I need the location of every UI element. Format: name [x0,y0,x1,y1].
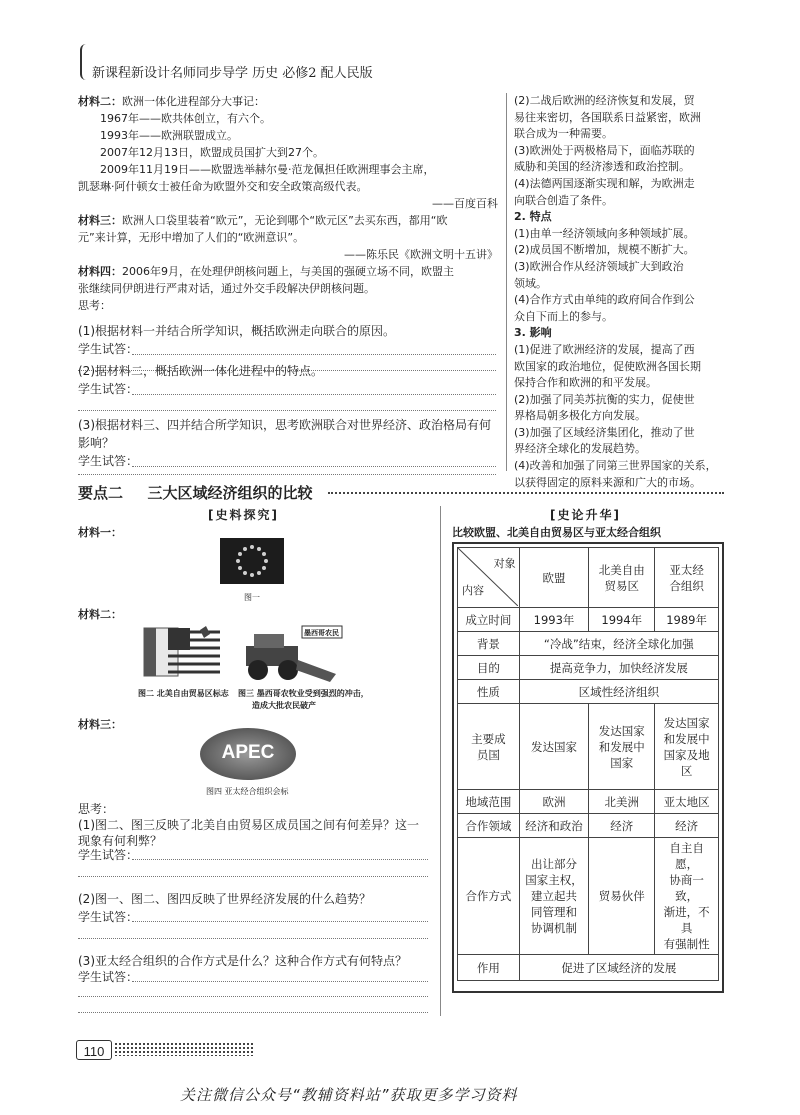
cell-region-eu: 欧洲 [519,790,589,814]
summary-line: (2)二战后欧洲的经济恢复和发展，贸 [514,94,695,107]
figure-3-caption: 图三 墨西哥农牧业受到强烈的冲击， [238,689,369,698]
feature-line: 众自下而上的参与。 [514,309,613,323]
event-item: 2007年12月13日，欧盟成员国扩大到27个。 [100,146,324,159]
summary-line: 易往来密切，各国联系日益紧密，欧洲 [514,110,701,124]
question-2: (2)据材料二，概括欧洲一体化进程中的特点。 [78,364,323,378]
cell-founded-apec: 1989年 [655,608,719,632]
answer-line[interactable] [132,354,496,355]
summary-line: 威胁和美国的经济渗透和政治控制。 [514,160,690,174]
event-item: 2009年11月19日——欧盟选举赫尔曼·范龙佩担任欧洲理事会主席， [100,163,435,176]
impact-line: 界经济全球化的发展趋势。 [514,442,646,456]
impact-line: (4)改善和加强了同第三世界国家的关系， [514,459,717,473]
answer-line[interactable] [78,1012,428,1013]
cell-members-eu: 发达国家 [519,704,589,790]
cell-region-apec: 亚太地区 [655,790,719,814]
column-divider [440,506,441,1016]
impact-line: 欧国家的政治地位，促使欧洲各国长期 [514,359,701,373]
summary-line: 向联合创造了条件。 [514,193,613,207]
col-header-eu: 欧盟 [519,548,589,608]
answer-line[interactable] [78,876,428,877]
material-three-label: 材料三： [78,718,122,731]
summary-line: (3)欧洲处于两极格局下，面临苏联的 [514,143,695,157]
cell-region-nafta: 北美洲 [589,790,655,814]
cell-members-nafta: 发达国家 和发展中 国家 [589,704,655,790]
row-label-background: 背景 [458,632,520,656]
answer-line[interactable] [132,921,428,922]
answer-line[interactable] [132,859,428,860]
page-number-box [76,1040,112,1060]
row-label-mode: 合作方式 [458,838,520,955]
material-explore-header: [史料探究] [208,508,279,522]
question-3-cont: 影响？ [78,436,115,450]
answer-label: 学生试答： [78,848,139,862]
row-label-field: 合作领域 [458,814,520,838]
apec-logo [200,728,296,780]
cell-field-nafta: 经济 [589,814,655,838]
table-title: 比较欧盟、北美自由贸易区与亚太经合组织 [452,526,661,539]
answer-line[interactable] [132,394,496,395]
feature-line: 领域。 [514,276,547,290]
answer-line[interactable] [78,474,496,475]
answer-line[interactable] [78,996,428,997]
question-1: (1)图二、图三反映了北美自由贸易区成员国之间有何差异？这一 [78,818,420,832]
theory-header: [史论升华] [550,508,621,522]
header-bracket [80,44,88,80]
figure-4-caption: 图四 亚太经合组织会标 [206,787,289,796]
row-label-effect: 作用 [458,955,520,981]
event-item: 凯瑟琳·阿什顿女士被任命为欧盟外交和安全政策高级代表。 [78,180,368,193]
source-citation: ——百度百科 [432,197,498,210]
impact-line: (3)加强了区域经济集团化，推动了世 [514,425,695,439]
corner-bottom: 内容 [462,584,484,597]
corner-top: 对象 [493,557,516,570]
row-label-region: 地域范围 [458,790,520,814]
footer-note: 关注微信公众号“教辅资料站”获取更多学习资料 [180,1086,518,1104]
section-heading [78,482,313,503]
question-2: (2)图一、图二、图四反映了世界经济发展的什么趋势？ [78,892,372,906]
answer-line[interactable] [132,981,428,982]
impact-line: (1)促进了欧洲经济的发展，提高了西 [514,342,695,356]
row-label-founded: 成立时间 [458,608,520,632]
question-3: (3)亚太经合组织的合作方式是什么？这种合作方式有何特点？ [78,954,408,968]
answer-label: 学生试答： [78,454,139,468]
event-item: 1993年——欧洲联盟成立。 [100,129,238,142]
cell-background: “冷战”结束，经济全球化加强 [519,632,718,656]
cell-mode-apec: 自主自愿， 协商一致， 渐进，不具 有强制性 [655,838,719,955]
eu-flag [220,538,284,584]
think-label: 思考： [78,299,111,312]
answer-label: 学生试答： [78,910,139,924]
figure-3-banner: 墨西哥农民 [304,629,339,637]
summary-line: 联合成为一种需要。 [514,127,613,141]
corner-cell [458,548,520,608]
cell-mode-eu: 出让部分 国家主权， 建立起共 同管理和 协调机制 [519,838,589,955]
impact-line: 界格局朝多极化方向发展。 [514,409,646,423]
material-two-label: 材料二： [78,608,122,621]
material-two-label: 材料二： [78,95,122,108]
section-rule [328,492,724,494]
answer-label: 学生试答： [78,970,139,984]
feature-line: (4)合作方式由单纯的政府间合作到公 [514,293,695,307]
feature-line: (1)由单一经济领域向多种领域扩展。 [514,226,695,240]
material-two-intro: 欧洲一体化进程部分大事记： [122,95,265,108]
page-number: 110 [83,1044,105,1059]
impacts-heading: 3. 影响 [514,326,552,340]
material-four-text: 张继续同伊朗进行严肃对话，通过外交手段解决伊朗核问题。 [78,282,375,295]
section-label: 要点二 [78,484,124,502]
think-label: 思考： [78,802,115,816]
cell-nature: 区域性经济组织 [519,680,718,704]
impact-line: 以获得固定的原料来源和广大的市场。 [514,475,701,489]
cell-mode-nafta: 贸易伙伴 [589,838,655,955]
material-three-label: 材料三： [78,214,122,227]
figure-3-caption-cont: 造成大批农民破产 [252,701,316,710]
material-one-label: 材料一： [78,526,122,539]
footer-pattern [114,1042,254,1056]
cell-founded-nafta: 1994年 [589,608,655,632]
material-four-text: 2006年9月，在处理伊朗核问题上，与美国的强硬立场不同，欧盟主 [122,265,454,278]
cell-field-eu: 经济和政治 [519,814,589,838]
cell-purpose: 提高竞争力，加快经济发展 [519,656,718,680]
impact-line: 保持合作和欧洲的和平发展。 [514,376,657,390]
source-citation: ——陈乐民《欧洲文明十五讲》 [344,248,498,261]
answer-label: 学生试答： [78,382,139,396]
feature-line: (3)欧洲合作从经济领域扩大到政治 [514,259,684,273]
comparison-table [457,547,719,981]
column-divider [506,93,507,471]
apec-text: APEC [221,742,275,763]
cell-members-apec: 发达国家 和发展中 国家及地 区 [655,704,719,790]
question-1-cont: 现象有何利弊？ [78,834,163,848]
material-two-block [78,93,498,314]
row-label-purpose: 目的 [458,656,520,680]
impact-line: (2)加强了同美苏抗衡的实力，促使世 [514,392,695,406]
figure-1-caption: 图一 [244,593,260,602]
feature-line: (2)成员国不断增加，规模不断扩大。 [514,243,695,257]
header-title: 新课程新设计名师同步导学 历史 必修2 配人民版 [92,66,373,81]
question-1: (1)根据材料一并结合所学知识，概括欧洲走向联合的原因。 [78,324,396,338]
answer-line[interactable] [132,466,496,467]
answer-label: 学生试答： [78,342,139,356]
row-label-members: 主要成 员国 [458,704,520,790]
right-summary [514,93,726,491]
features-heading: 2. 特点 [514,210,552,224]
comparison-table-frame [452,542,724,993]
material-four-label: 材料四： [78,265,122,278]
col-header-apec: 亚太经 合组织 [655,548,719,608]
flags-icon [140,622,228,684]
section-title: 三大区域经济组织的比较 [147,484,313,502]
event-item: 1967年——欧共体创立，有六个。 [100,112,271,125]
summary-line: (4)法德两国逐渐实现和解，为欧洲走 [514,176,695,190]
figure-2-caption: 图二 北美自由贸易区标志 [138,689,229,698]
col-header-nafta: 北美自由 贸易区 [589,548,655,608]
cell-effect: 促进了区域经济的发展 [519,955,718,981]
material-three-text: 元”来计算，无形中增加了人们的“欧洲意识”。 [78,231,305,244]
nafta-flags-image [140,622,228,684]
material-three-text: 欧洲人口袋里装着“欧元”，无论到哪个“欧元区”去买东西，都用“欧 [122,214,448,227]
answer-line[interactable] [78,938,428,939]
row-label-nature: 性质 [458,680,520,704]
answer-line[interactable] [78,410,496,411]
cell-founded-eu: 1993年 [519,608,589,632]
cell-field-apec: 经济 [655,814,719,838]
eu-stars-icon [220,538,284,584]
question-3: (3)根据材料三、四并结合所学知识，思考欧洲联合对世界经济、政治格局有何 [78,418,492,432]
